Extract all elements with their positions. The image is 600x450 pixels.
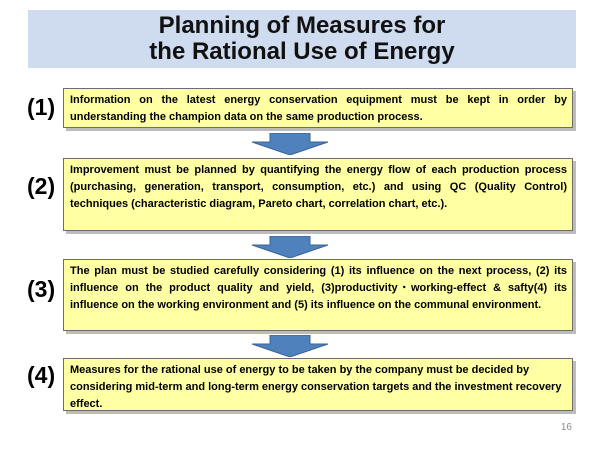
step-text-3: The plan must be studied carefully considering (1) its influence on the next process, (2) its influence on the product quality and yield, (3)productivity･working-effect & safty(4) its influence on the working environment and (5) its influence on the communal environment. (70, 265, 567, 311)
title-line-1: Planning of Measures for (158, 12, 446, 39)
step-box-2 (63, 158, 573, 231)
step-text-4: Measures for the rational use of energy to be taken by the company must be decided by considering mid-term and long-term energy conservation targets and the investment recovery effect. (70, 364, 562, 410)
page-number: 16 (560, 422, 572, 433)
step-text-1: Information on the latest energy conservation equipment must be kept in order by understanding the champion data on the same production process. (70, 94, 567, 123)
step-number-2: (2) (27, 173, 56, 199)
step-box-1 (63, 88, 573, 128)
step-box-4 (63, 358, 573, 411)
step-text-2: Improvement must be planned by quantifying the energy flow of each production process (purchasing, generation, transport, consumption, etc.) and using QC (Quality Control) techniques (characteristic diagram, Pareto chart, correlation chart, etc.). (70, 164, 567, 210)
step-number-1: (1) (27, 94, 56, 120)
down-arrow-icon (248, 133, 332, 155)
down-arrow-icon (248, 335, 332, 357)
title-line-2: the Rational Use of Energy (149, 38, 455, 65)
step-number-3: (3) (27, 276, 56, 302)
step-box-3 (63, 259, 573, 331)
step-number-4: (4) (27, 362, 56, 388)
down-arrow-icon (248, 236, 332, 258)
title-banner (28, 10, 576, 68)
